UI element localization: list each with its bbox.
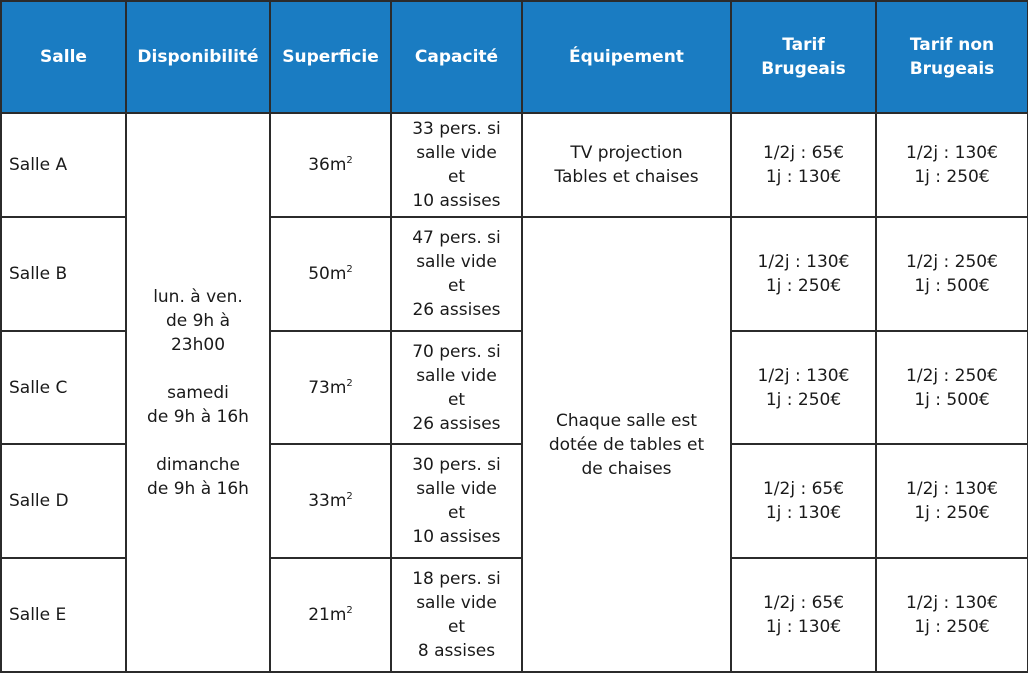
capacity-cell: 70 pers. si salle vide et 26 assises xyxy=(391,331,522,444)
room-name-cell: Salle C xyxy=(1,331,126,444)
header-capacity: Capacité xyxy=(391,1,522,113)
header-rate-residents: Tarif Brugeais xyxy=(731,1,876,113)
room-name-cell: Salle E xyxy=(1,558,126,672)
capacity-cell: 30 pers. si salle vide et 10 assises xyxy=(391,444,522,558)
header-row xyxy=(1,1,1028,113)
rate-non-residents-cell: 1/2j : 130€ 1j : 250€ xyxy=(876,558,1028,672)
area-cell: $50m^2$ xyxy=(270,217,391,331)
header-room: Salle xyxy=(1,1,126,113)
area-cell: $73m^2$ xyxy=(270,331,391,444)
rate-residents-cell: 1/2j : 65€ 1j : 130€ xyxy=(731,113,876,217)
rate-residents-cell: 1/2j : 65€ 1j : 130€ xyxy=(731,444,876,558)
rate-non-residents-cell: 1/2j : 130€ 1j : 250€ xyxy=(876,444,1028,558)
rate-residents-cell: 1/2j : 130€ 1j : 250€ xyxy=(731,217,876,331)
header-area: Superficie xyxy=(270,1,391,113)
room-name-cell: Salle A xyxy=(1,113,126,217)
rate-non-residents-cell: 1/2j : 130€ 1j : 250€ xyxy=(876,113,1028,217)
shared-equipment-cell: Chaque salle est dotée de tables et de chaises xyxy=(522,217,731,672)
header-availability: Disponibilité xyxy=(126,1,270,113)
equipment-cell: TV projection Tables et chaises xyxy=(522,113,731,217)
capacity-cell: 47 pers. si salle vide et 26 assises xyxy=(391,217,522,331)
availability-cell: lun. à ven. de 9h à 23h00 samedi de 9h à 16h dimanche de 9h à 16h xyxy=(126,113,270,672)
table-row xyxy=(1,113,1028,217)
room-name-cell: Salle D xyxy=(1,444,126,558)
rate-residents-cell: 1/2j : 130€ 1j : 250€ xyxy=(731,331,876,444)
capacity-cell: 33 pers. si salle vide et 10 assises xyxy=(391,113,522,217)
area-cell: $36m^2$ xyxy=(270,113,391,217)
capacity-cell: 18 pers. si salle vide et 8 assises xyxy=(391,558,522,672)
area-cell: $21m^2$ xyxy=(270,558,391,672)
rate-residents-cell: 1/2j : 65€ 1j : 130€ xyxy=(731,558,876,672)
rate-non-residents-cell: 1/2j : 250€ 1j : 500€ xyxy=(876,331,1028,444)
header-equipment: Équipement xyxy=(522,1,731,113)
rate-non-residents-cell: 1/2j : 250€ 1j : 500€ xyxy=(876,217,1028,331)
room-name-cell: Salle B xyxy=(1,217,126,331)
header-rate-non-residents: Tarif non Brugeais xyxy=(876,1,1028,113)
area-cell: $33m^2$ xyxy=(270,444,391,558)
